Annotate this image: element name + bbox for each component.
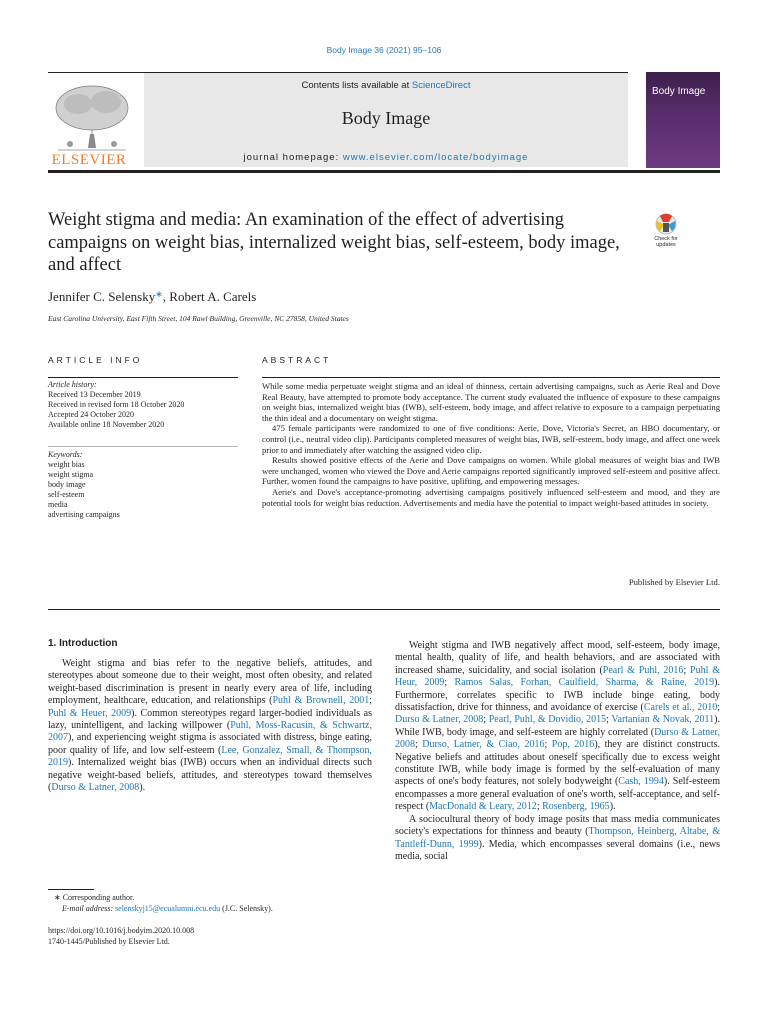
body-paragraph: Weight stigma and IWB negatively affect mood, self-esteem, body image, mental health, quality of life, and health behaviors, and are associated with increased shame, suicidality, and social isolation (Pearl & Puhl, 2016; Puhl & Heur, 2009; Ramos Salas, Forhan, Caulfield, Sharma, & Raine, 2019). Furthermore, correlates specific to IWB include binge eating, body dissatisfaction, drive for thinness, and avoidance of exercise (Carels et al., 2010; Durso & Latner, 2008; Pearl, Puhl, & Dovidio, 2015; Vartanian & Novak, 2011). While IWB, body image, and self-esteem are highly correlated (Durso & Latner, 2008; Durso, Latner, & Ciao, 2016; Pop, 2016), they are distinct constructs. Negative beliefs and attitudes about oneself specifically due to excess weight constitute IWB, while body image is formed by the self-evaluation of many aspects of one's body features, not solely bodyweight (Cash, 1994). Self-esteem encompasses a more general evaluation of one's worth, self-acceptance, and self-respect (MacDonald & Leary, 2012; Rosenberg, 1965). [395,640,720,813]
doi-link[interactable]: https://doi.org/10.1016/j.bodyim.2020.10.008 [48,926,195,935]
body-paragraph: Weight stigma and bias refer to the negative beliefs, attitudes, and stereotypes about someone due to their weight, most often obesity, and related weight-based discrimination is present in nearly every area of life, including employment, healthcare, education, and relationships (Puhl & Brownell, 2001; Puhl & Heuer, 2009). Common stereotypes regard larger-bodied individuals as lazy, unintelligent, and lacking willpower (Puhl, Moss-Racusin, & Schwartz, 2007), and experiencing weight stigma is associated with distress, binge eating, poor quality of life, and low self-esteem (Lee, Gonzalez, Small, & Thompson, 2019). Internalized weight bias (IWB) occurs when an individual directs such negative weight-based beliefs, attitudes, and stereotypes toward themselves (Durso & Latner, 2008). [48,658,373,794]
section-heading-introduction: 1. Introduction [48,638,118,649]
elsevier-wordmark: ELSEVIER [51,152,127,168]
email-link[interactable]: selenskyj15@ecualumni.ecu.edu [115,904,221,913]
email-footnote [62,904,273,914]
contents-line [144,80,628,91]
history-item: Received in revised form 18 October 2020 [48,400,185,409]
contents-prefix: Contents lists available at [301,80,412,91]
journal-cover-thumbnail[interactable] [646,72,720,168]
reference-link[interactable]: Durso & Latner, 2008 [51,782,140,794]
homepage-prefix: journal homepage: [243,152,343,163]
reference-link[interactable]: Pearl, Puhl, & Dovidio, 2015 [488,714,607,726]
sciencedirect-link[interactable]: ScienceDirect [411,80,471,91]
reference-link[interactable]: Durso & Latner, 2008 [395,726,720,751]
issn-line: 1740-1445/Published by Elsevier Ltd. [48,937,170,946]
journal-homepage-link[interactable]: www.elsevier.com/locate/bodyimage [342,152,529,163]
reference-link[interactable]: Pearl & Puhl, 2016 [602,664,684,676]
article-title: Weight stigma and media: An examination of the effect of advertising campaigns on weight bias, internalized weight bias, self-esteem, body image, and affect [48,210,620,275]
abstract-paragraph: Results showed positive effects of the Aerie and Dove campaigns on women. While global measures of weight bias and IWB were unchanged, women who viewed the Dove and Aerie campaigns reported significantly improved self-esteem and positive affect. Further, women found the campaigns to have positive, uplifting, and empowering messages. [262,455,720,487]
front-matter-rule [48,609,720,610]
reference-link[interactable]: Vartanian & Novak, 2011 [611,714,715,726]
reference-link[interactable]: Cash, 1994 [618,776,664,788]
reference-link[interactable]: Durso, Latner, & Ciao, 2016 [422,739,545,751]
keyword: advertising campaigns [48,510,120,519]
author-name[interactable]: Jennifer C. Selensky [48,289,156,304]
check-for-updates-label-line-1: Check for [654,236,678,242]
reference-link[interactable]: Rosenberg, 1965 [542,801,610,813]
body-column-right [395,640,720,863]
keyword: weight stigma [48,470,94,479]
journal-homepage-line [144,152,628,163]
body-paragraph: A sociocultural theory of body image posits that mass media communicates society's expectations for thinness and beauty (Thompson, Heinberg, Altabe, & Tantleff-Dunn, 1999). Media, which encompasses several domains (i.e., news media, social [395,813,721,862]
reference-link[interactable]: Puhl & Brownell, 2001 [272,695,370,707]
reference-link[interactable]: Durso & Latner, 2008 [395,714,484,726]
reference-link[interactable]: Lee, Gonzalez, Small, & Thompson, 2019 [48,744,373,769]
reference-link[interactable]: MacDonald & Leary, 2012 [429,801,537,813]
email-label: E-mail address: [62,904,116,913]
abstract-paragraph: 475 female participants were randomized to one of five conditions: Aerie, Dove, Victoria's Secret, an HBO documentary, or control (i.e., neutral video clip). Participants completed measures of weight bias, IWB, self-esteem, body image, and affect one week prior to and immediately after watching the assigned video clip. [262,423,720,455]
body-column-left [48,658,372,794]
abstract-rule [262,377,720,378]
abstract-heading: ABSTRACT [262,355,332,365]
check-for-updates-label-line-2: updates [656,242,676,248]
footnote-mark: ∗ [54,893,61,902]
article-history [48,380,238,430]
author-separator: , [162,289,170,304]
keyword-list [48,450,238,520]
author-name[interactable]: Robert A. Carels [169,289,257,304]
masthead-bottom-rule [48,170,720,173]
abstract-paragraph: Aerie's and Dove's acceptance-promoting advertising campaigns positively influenced self-esteem and mood, and they are potential tools for weight bias reduction. Advertisements and media have the potential to impact weight-based attitudes in society. [262,486,720,508]
reference-link[interactable]: Pop, 2016 [551,739,595,751]
keyword: self-esteem [48,490,85,499]
footnote-text: Corresponding author. [62,893,135,902]
article-info-rule [48,377,238,378]
journal-title: Body Image [341,108,431,128]
article-history-label: Article history: [48,380,97,389]
history-item: Accepted 24 October 2020 [48,410,134,419]
cover-title: Body Image [652,86,706,97]
article-info-divider [48,446,238,447]
keywords-label: Keywords: [48,450,83,459]
email-suffix: (J.C. Selensky). [220,904,273,913]
footnote-rule [48,889,94,890]
reference-link[interactable]: Puhl, Moss-Racusin, & Schwartz, 2007 [48,720,372,744]
reference-link[interactable]: Puhl & Heuer, 2009 [48,707,132,719]
reference-link[interactable]: Ramos Salas, Forhan, Caulfield, Sharma, & Raine, 2019 [454,677,715,689]
history-item: Received 13 December 2019 [48,390,141,399]
article-info-heading: ARTICLE INFO [48,355,143,365]
abstract-body [262,381,720,508]
abstract-publisher-note: Published by Elsevier Ltd. [628,577,720,587]
reference-link[interactable]: Carels et al., 2010 [643,702,718,714]
corresponding-author-mark[interactable]: ∗ [155,289,163,299]
journal-citation[interactable]: Body Image 36 (2021) 95–106 [326,45,442,55]
abstract-paragraph: While some media perpetuate weight stigma and an ideal of thinness, certain advertising campaigns, such as Aerie Real and Dove Real Beauty, have attempted to promote body acceptance. The current study evaluated the influence of exposure to these campaigns on weight bias, internalized weight bias (IWB), self-esteem, body image, and affect relative to exposure to a campaign perpetuating the thin ideal and a documentary on weight stigma. [262,381,720,423]
author-list [48,289,256,305]
keyword: media [48,500,68,509]
check-for-updates-label [647,236,685,248]
history-item: Available online 18 November 2020 [48,420,165,429]
journal-masthead [48,72,720,173]
author-affiliation: East Carolina University, East Fifth Street, 104 Rawl Building, Greenville, NC 27858, United States [48,314,349,323]
reference-link[interactable]: Puhl & Heur, 2009 [395,664,720,689]
corresponding-author-footnote [54,893,134,903]
keyword: weight bias [48,460,85,469]
keyword: body image [48,480,86,489]
reference-link[interactable]: Thompson, Heinberg, Altabe, & Tantleff-Dunn, 1999 [395,826,720,850]
